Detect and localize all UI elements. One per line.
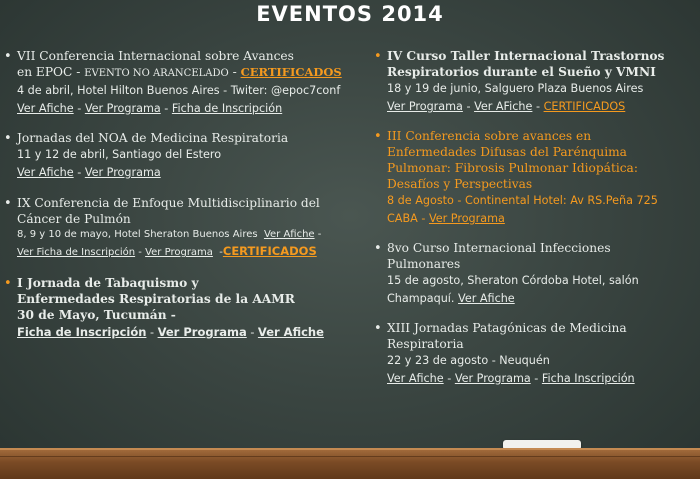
event-item: • IV Curso Taller Internacional Trastornos Respiratorios durante el Sueño y VMNI 18 y 19 de junio, Salguero Plaza Buenos Aires Ver Programa - Ver AFiche - CERTIFICADOS (374, 48, 696, 116)
event-item: • XIII Jornadas Patagónicas de Medicina Respiratoria 22 y 23 de agosto - Neuquén Ver Afiche - Ver Programa - Ficha Inscripción (374, 320, 696, 388)
left-column (4, 48, 362, 355)
event-title: en EPOC - (17, 65, 85, 79)
event-title: Respiratoria (387, 337, 464, 351)
ver-afiche-link[interactable]: Ver Afiche (17, 102, 74, 115)
page-title: EVENTOS 2014 (256, 2, 444, 26)
event-title: Enfermedades Difusas del Parénquima (387, 145, 627, 159)
event-title: IV Curso Taller Internacional Trastornos (387, 49, 665, 63)
event-date: 15 de agosto, Sheraton Córdoba Hotel, salón (387, 274, 639, 287)
event-date: CABA (387, 212, 418, 225)
certificados-link[interactable]: CERTIFICADOS (543, 100, 626, 113)
ficha-inscripcion-link[interactable]: Ficha de Inscripción (171, 102, 283, 115)
event-item: • IX Conferencia de Enfoque Multidisciplinario del Cáncer de Pulmón 8, 9 y 10 de mayo, Hotel Sheraton Buenos Aires Ver Afiche - Ver Ficha de Inscripción - Ver Programa -CERTIFICADOS (4, 195, 362, 261)
bullet-icon: • (374, 129, 382, 144)
ver-afiche-link[interactable]: Ver Afiche (387, 372, 444, 385)
event-title: Pulmonares (387, 257, 461, 271)
event-title: IX Conferencia de Enfoque Multidisciplinario del (17, 196, 320, 210)
ver-afiche-link[interactable]: Ver AFiche (474, 100, 533, 113)
board-frame (0, 448, 700, 479)
event-date: 30 de Mayo, Tucumán - (17, 308, 176, 322)
ver-programa-link[interactable]: Ver Programa (387, 100, 463, 113)
event-title: Respiratorios durante el Sueño y VMNI (387, 65, 656, 79)
event-date: 8, 9 y 10 de mayo, Hotel Sheraton Buenos Aires (17, 229, 258, 240)
event-date: 22 y 23 de agosto - Neuquén (387, 354, 550, 367)
bullet-icon: • (4, 276, 12, 291)
certificados-link[interactable]: CERTIFICADOS (222, 244, 317, 258)
event-title: Enfermedades Respiratorias de la AAMR (17, 292, 295, 306)
event-title: I Jornada de Tabaquismo y (17, 276, 199, 290)
event-date: 8 de Agosto - Continental Hotel: Av RS.Peña 725 (387, 194, 658, 207)
event-item: • Jornadas del NOA de Medicina Respiratoria 11 y 12 de abril, Santiago del Estero Ver Afiche - Ver Programa (4, 130, 362, 182)
event-date: 11 y 12 de abril, Santiago del Estero (17, 148, 222, 161)
ficha-inscripcion-link[interactable]: Ficha Inscripción (541, 372, 635, 385)
ver-afiche-link[interactable]: Ver Afiche (17, 166, 74, 179)
event-item: • I Jornada de Tabaquismo y Enfermedades Respiratorias de la AAMR 30 de Mayo, Tucumán - Ficha de Inscripción - Ver Programa - Ver Afiche (4, 275, 362, 342)
bullet-icon: • (4, 196, 12, 211)
event-title: Jornadas del NOA de Medicina Respiratoria (17, 131, 289, 145)
ver-programa-link[interactable]: Ver Programa (145, 247, 213, 258)
ver-afiche-link[interactable]: Ver Afiche (263, 229, 315, 240)
event-date: 18 y 19 de junio, Salguero Plaza Buenos Aires (387, 82, 644, 95)
bullet-icon: • (374, 49, 382, 64)
ver-programa-link[interactable]: Ver Programa (84, 102, 161, 115)
bullet-icon: • (374, 321, 382, 336)
event-title: VII Conferencia Internacional sobre Avances (17, 49, 294, 63)
ficha-inscripcion-link[interactable]: Ficha de Inscripción (17, 325, 147, 339)
event-date: 4 de abril, Hotel Hilton Buenos Aires - Twiter: @epoc7conf (17, 84, 341, 97)
event-item: • III Conferencia sobre avances en Enfermedades Difusas del Parénquima Pulmonar: Fibrosis Pulmonar Idiopática: Desafíos y Perspectivas 8 de Agosto - Continental Hotel: Av RS.Peña 725 CABA - Ver Programa (374, 128, 696, 228)
bullet-icon: • (374, 241, 382, 256)
ver-ficha-inscripcion-link[interactable]: Ver Ficha de Inscripción (17, 247, 136, 258)
event-title: Pulmonar: Fibrosis Pulmonar Idiopática: (387, 161, 638, 175)
event-date: Champaquí. (387, 292, 455, 305)
event-title: Desafíos y Perspectivas (387, 177, 533, 191)
bullet-icon: • (4, 131, 12, 146)
ver-programa-link[interactable]: Ver Programa (454, 372, 531, 385)
event-title: 8vo Curso Internacional Infecciones (387, 241, 611, 255)
event-item (374, 240, 696, 308)
ver-afiche-link[interactable]: Ver Afiche (257, 325, 324, 339)
right-column (374, 48, 696, 401)
event-title: XIII Jornadas Patagónicas de Medicina (387, 321, 627, 335)
event-title: III Conferencia sobre avances en (387, 129, 592, 143)
event-note: EVENTO NO ARANCELADO (84, 68, 229, 79)
bullet-icon: • (4, 49, 12, 64)
ver-afiche-link[interactable]: Ver Afiche (458, 292, 515, 305)
ver-programa-link[interactable]: Ver Programa (157, 325, 247, 339)
ver-programa-link[interactable]: Ver Programa (84, 166, 161, 179)
ver-programa-link[interactable]: Ver Programa (428, 212, 505, 225)
certificados-link[interactable]: CERTIFICADOS (240, 65, 342, 79)
event-title: Cáncer de Pulmón (17, 212, 131, 226)
event-item: • VII Conferencia Internacional sobre Avances en EPOC - EVENTO NO ARANCELADO - CERTIFICADOS 4 de abril, Hotel Hilton Buenos Aires - Twiter: @epoc7conf Ver Afiche - Ver Programa - Ficha de Inscripción (4, 48, 362, 118)
frame-divider (0, 456, 700, 457)
